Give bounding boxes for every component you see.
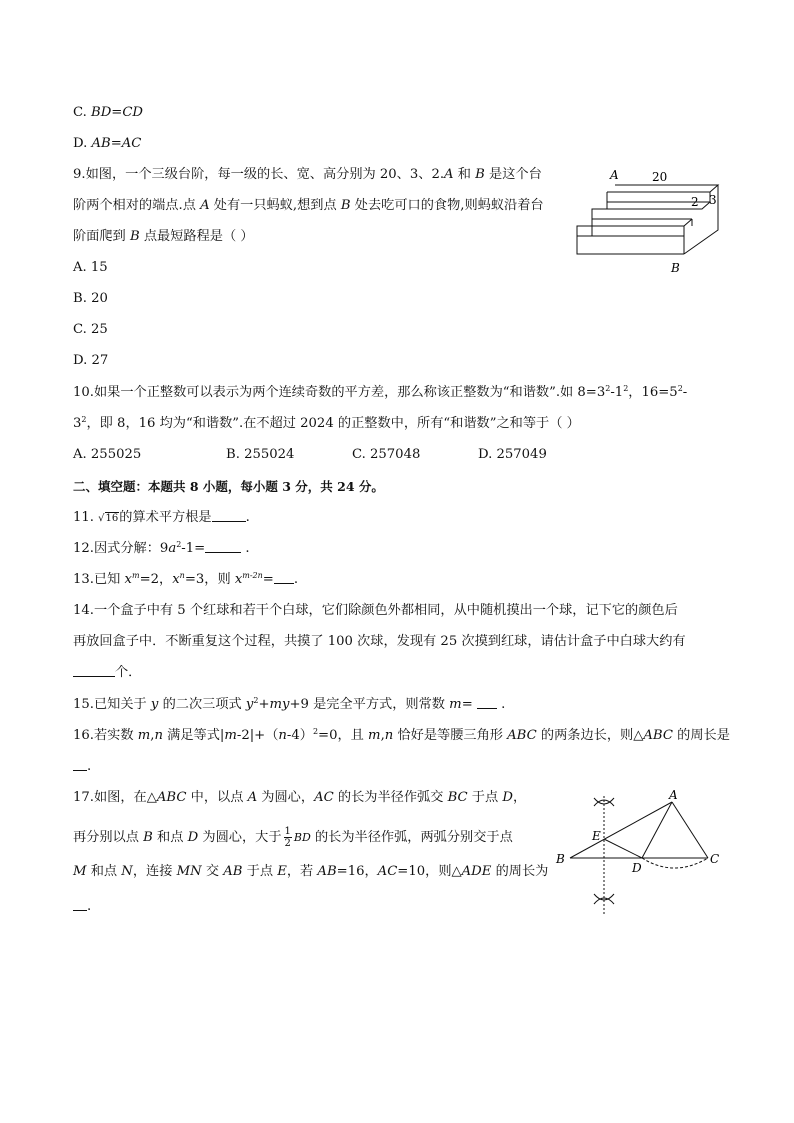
q17-label-b: B <box>556 852 565 866</box>
fraction-one-half: $\frac{1}{2}$ <box>284 826 291 849</box>
q9-staircase-figure <box>572 164 732 280</box>
q9-line-1: 9.如图，一个三级台阶，每一级的长、宽、高分别为 20、3、2.A 和 B 是这个台 <box>73 167 542 182</box>
q17-triangle-figure <box>552 784 724 920</box>
q10-option-a: A. 255025 <box>73 447 142 462</box>
q11: 11. √16的算术平方根是 . <box>73 509 250 528</box>
q17-label-c: C <box>710 852 720 866</box>
q13-answer-blank[interactable] <box>274 571 294 584</box>
q14-line-2: 再放回盒子中．不断重复这个过程，共摸了 100 次球，发现有 25 次摸到红球，请估计盒子中白球大约有 <box>73 634 686 649</box>
q12-answer-blank[interactable] <box>205 540 241 553</box>
q9-line-2: 阶两个相对的端点.点 A 处有一只蚂蚁,想到点 B 处去吃可口的食物,则蚂蚁沿着台 <box>73 198 544 213</box>
q10-option-d: D. 257049 <box>478 447 547 462</box>
stair-front-profile <box>577 192 684 254</box>
q17-line-3: M 和点 N，连接 MN 交 AB 于点 E，若 AB=16，AC=10，则△ADE 的周长为 <box>73 864 549 879</box>
q17-answer-blank[interactable] <box>73 898 87 911</box>
q10-option-b: B. 255024 <box>226 447 295 462</box>
section-2-heading: 二、填空题：本题共 8 小题，每小题 3 分，共 24 分。 <box>73 479 384 494</box>
q8-option-d: D. AB=AC <box>73 136 142 151</box>
q15: 15.已知关于 y 的二次三项式 $y^2+my+9$ 是完全平方式，则常数 m= . <box>73 696 506 712</box>
segment-ac <box>672 802 708 858</box>
q10-line-1: 10.如果一个正整数可以表示为两个连续奇数的平方差，那么称该正整数为“和谐数”.如 $8=3^2-1^2$，$16=5^2-$ <box>73 384 688 400</box>
q15-answer-blank[interactable] <box>477 696 497 709</box>
q8-option-c: C. BD=CD <box>73 105 143 120</box>
segment-ed <box>604 839 642 858</box>
stair-step-2 <box>592 219 692 226</box>
q8-option-d-expr: AB=AC <box>91 136 142 151</box>
q17-line-4: . <box>73 898 91 916</box>
q17-label-e: E <box>592 829 601 843</box>
q17-label-d: D <box>632 861 642 875</box>
q17-line-1: 17.如图，在△ABC 中，以点 A 为圆心，AC 的长为半径作弧交 BC 于点 D， <box>73 790 527 805</box>
q14-line-3: 个． <box>73 664 141 682</box>
q13: 13.已知 $x^m=2$，$x^n=3$，则 $x^{m-2n}=$ . <box>73 571 299 587</box>
arc-dc <box>642 858 708 868</box>
q16-line-1: 16.若实数 m,n 满足等式$|m-2|+(n-4)^2=0$，且 m,n 恰好是等腰三角形 ABC 的两条边长，则△ABC 的周长是 <box>73 727 730 743</box>
q16-answer-blank[interactable] <box>73 758 87 771</box>
q9-label-2: 2 <box>691 195 699 209</box>
q11-answer-blank[interactable] <box>212 509 246 522</box>
q14-answer-blank[interactable] <box>73 664 115 677</box>
q9-option-d: D. 27 <box>73 353 109 368</box>
q10-line-2: $3^2$，即 8，16 均为“和谐数”.在不超过 2024 的正整数中，所有“和谐数”之和等于（ ） <box>73 415 580 431</box>
q10-option-c: C. 257048 <box>352 447 421 462</box>
q17-label-a: A <box>669 788 678 802</box>
q9-option-a: A. 15 <box>73 260 108 275</box>
q12: 12.因式分解：$9a^2-1=$ . <box>73 540 250 556</box>
q9-label-b: B <box>671 261 680 275</box>
q14-line-1: 14.一个盒子中有 5 个红球和若干个白球，它们除颜色外都相同，从中随机摸出一个球，记下它的颜色后 <box>73 603 678 618</box>
q17-line-2: 再分别以点 B 和点 D 为圆心，大于 $\frac{1}{2}$ BD 的长为半径作弧，两弧分别交于点 <box>73 826 513 849</box>
q9-option-b: B. 20 <box>73 291 108 306</box>
q9-label-20: 20 <box>652 170 668 184</box>
q9-label-a: A <box>610 168 619 182</box>
q16-line-2: . <box>73 758 91 776</box>
q9-option-c: C. 25 <box>73 322 108 337</box>
q10-options <box>73 446 547 464</box>
q9-label-3: 3 <box>709 193 717 207</box>
stair-top-edge <box>607 185 718 192</box>
q9-line-3: 阶面爬到 B 点最短路程是（ ） <box>73 229 254 244</box>
q8-option-c-expr: BD=CD <box>91 105 143 120</box>
sqrt-symbol: √16 <box>98 513 119 524</box>
